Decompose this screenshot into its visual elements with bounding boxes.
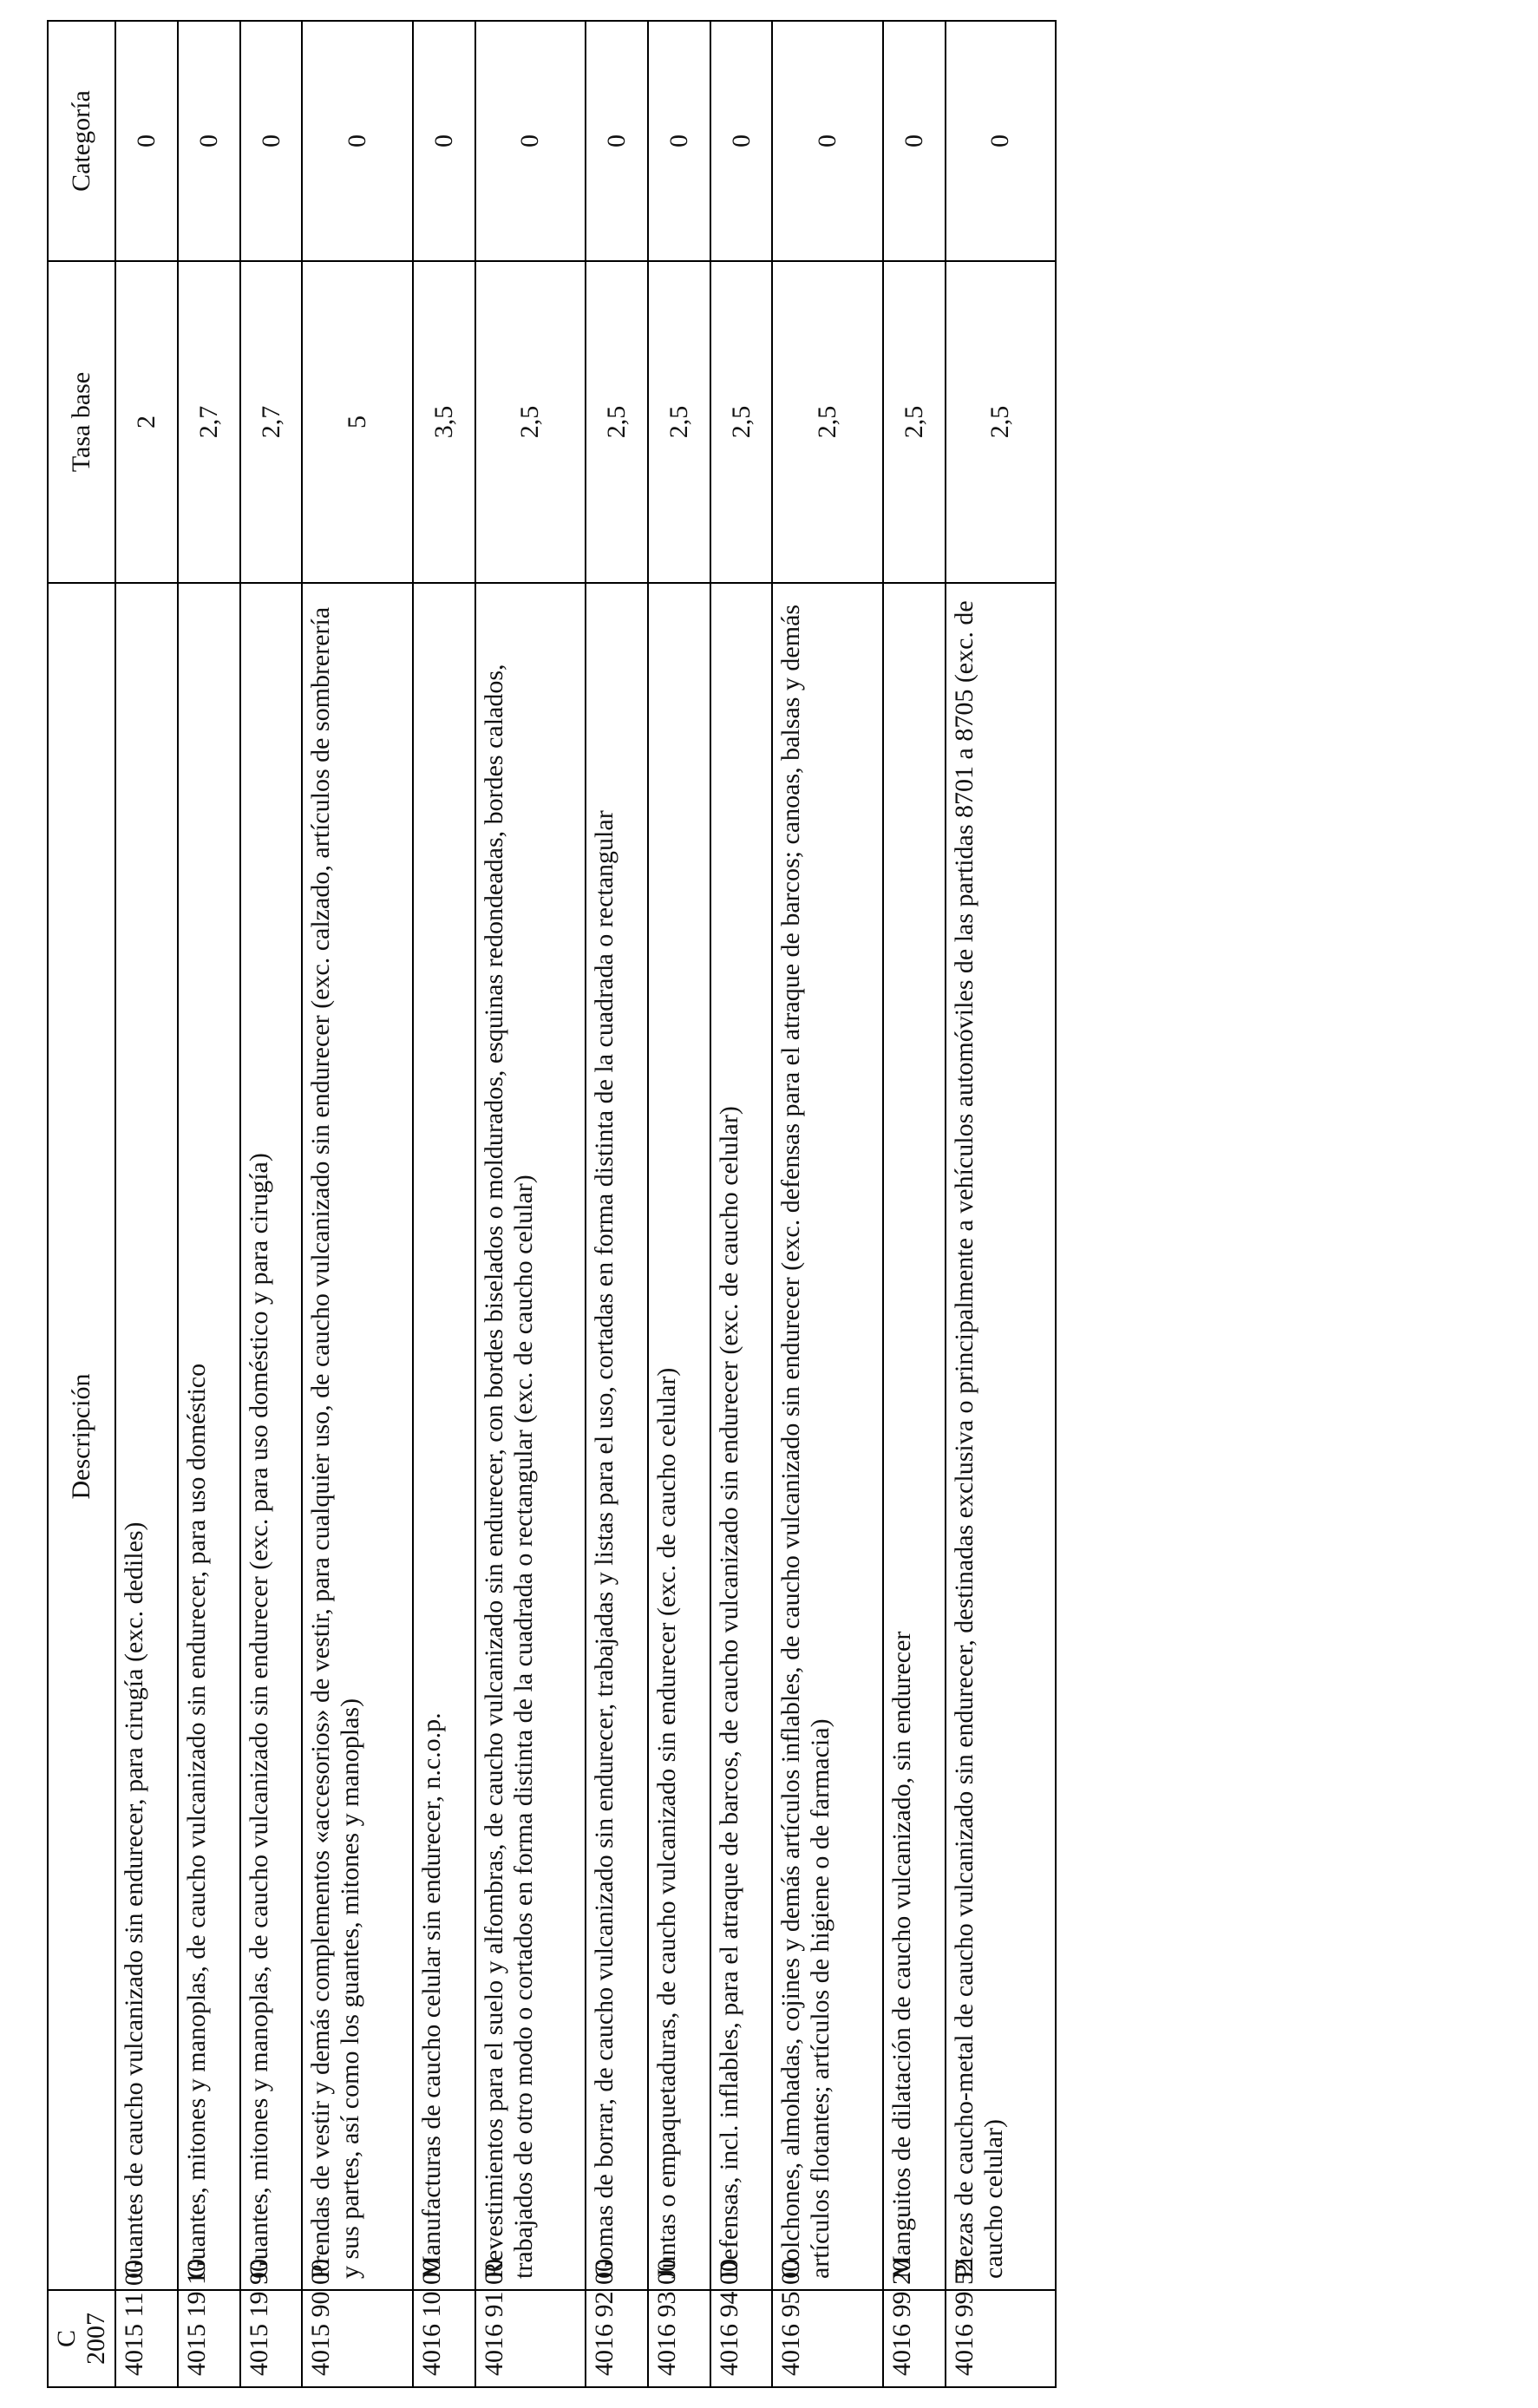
base-rate-cell: 2 — [115, 261, 178, 583]
category-cell: 0 — [883, 21, 946, 261]
description-cell: Guantes de caucho vulcanizado sin endurecer, para cirugía (exc. dediles) — [115, 583, 178, 2290]
code-cell: 4015 11 00 — [115, 2290, 178, 2387]
base-rate-cell: 2,5 — [883, 261, 946, 583]
table-row — [710, 21, 773, 2387]
description-cell: Manguitos de dilatación de caucho vulcanizado, sin endurecer — [883, 583, 946, 2290]
code-cell: 4016 99 20 — [883, 2290, 946, 2387]
category-cell: 0 — [302, 21, 412, 261]
description-cell: Piezas de caucho-metal de caucho vulcanizado sin endurecer, destinadas exclusiva o principalmente a vehículos automóviles de las partidas 8701 a 8705 (exc. de caucho celular) — [946, 583, 1056, 2290]
code-cell: 4016 94 00 — [710, 2290, 773, 2387]
category-cell: 0 — [240, 21, 303, 261]
base-rate-cell: 2,5 — [648, 261, 710, 583]
table-row — [115, 21, 178, 2387]
category-cell: 0 — [710, 21, 773, 261]
base-rate-cell: 2,5 — [475, 261, 586, 583]
table-row — [586, 21, 648, 2387]
base-rate-cell: 2,7 — [178, 261, 240, 583]
code-cell: 4016 93 00 — [648, 2290, 710, 2387]
base-rate-cell: 5 — [302, 261, 412, 583]
table-row — [475, 21, 586, 2387]
base-rate-cell: 3,5 — [413, 261, 475, 583]
code-cell: 4015 19 10 — [178, 2290, 240, 2387]
description-cell: Juntas o empaquetaduras, de caucho vulcanizado sin endurecer (exc. de caucho celular) — [648, 583, 710, 2290]
code-cell: 4016 91 00 — [475, 2290, 586, 2387]
rotated-page — [47, 22, 1057, 2388]
code-cell: 4015 19 90 — [240, 2290, 303, 2387]
description-cell: Gomas de borrar, de caucho vulcanizado sin endurecer, trabajadas y listas para el uso, cortadas en forma distinta de la cuadrada o rectangular — [586, 583, 648, 2290]
category-cell: 0 — [772, 21, 882, 261]
table-row — [302, 21, 412, 2387]
category-cell: 0 — [648, 21, 710, 261]
code-cell: 4016 10 00 — [413, 2290, 475, 2387]
header-base-rate: Tasa base — [48, 261, 115, 583]
base-rate-cell: 2,5 — [710, 261, 773, 583]
description-cell: Defensas, incl. inflables, para el atraque de barcos, de caucho vulcanizado sin endurecer (exc. de caucho celular) — [710, 583, 773, 2290]
description-cell: Colchones, almohadas, cojines y demás artículos inflables, de caucho vulcanizado sin endurecer (exc. defensas para el atraque de barcos; canoas, balsas y demás artículos flotantes; artículos de higiene o de farmacia) — [772, 583, 882, 2290]
description-cell: Guantes, mitones y manoplas, de caucho vulcanizado sin endurecer, para uso doméstico — [178, 583, 240, 2290]
code-cell: 4016 92 00 — [586, 2290, 648, 2387]
table-row — [883, 21, 946, 2387]
table-row — [946, 21, 1056, 2387]
code-cell: 4015 90 00 — [302, 2290, 412, 2387]
header-category: Categoría — [48, 21, 115, 261]
code-cell: 4016 99 52 — [946, 2290, 1056, 2387]
header-code: C 2007 — [48, 2290, 115, 2387]
base-rate-cell: 2,5 — [586, 261, 648, 583]
header-description: Descripción — [48, 583, 115, 2290]
table-row — [772, 21, 882, 2387]
base-rate-cell: 2,5 — [946, 261, 1056, 583]
table-row — [413, 21, 475, 2387]
description-cell: Guantes, mitones y manoplas, de caucho vulcanizado sin endurecer (exc. para uso doméstico y para cirugía) — [240, 583, 303, 2290]
description-cell: Revestimientos para el suelo y alfombras, de caucho vulcanizado sin endurecer, con bordes biselados o moldurados, esquinas redondeadas, bordes calados, trabajados de otro modo o cortados en forma distinta de la cuadrada o rectangular (exc. de caucho celular) — [475, 583, 586, 2290]
tariff-table — [47, 20, 1057, 2388]
base-rate-cell: 2,5 — [772, 261, 882, 583]
category-cell: 0 — [475, 21, 586, 261]
table-row — [240, 21, 303, 2387]
category-cell: 0 — [586, 21, 648, 261]
code-cell: 4016 95 00 — [772, 2290, 882, 2387]
category-cell: 0 — [413, 21, 475, 261]
category-cell: 0 — [178, 21, 240, 261]
category-cell: 0 — [946, 21, 1056, 261]
table-header-row — [48, 21, 115, 2387]
table-body — [115, 21, 1056, 2387]
base-rate-cell: 2,7 — [240, 261, 303, 583]
table-row — [178, 21, 240, 2387]
table-row — [648, 21, 710, 2387]
description-cell: Prendas de vestir y demás complementos «accesorios» de vestir, para cualquier uso, de caucho vulcanizado sin endurecer (exc. calzado, artículos de sombrerería y sus partes, así como los guantes, mitones y manoplas) — [302, 583, 412, 2290]
category-cell: 0 — [115, 21, 178, 261]
description-cell: Manufacturas de caucho celular sin endurecer, n.c.o.p. — [413, 583, 475, 2290]
